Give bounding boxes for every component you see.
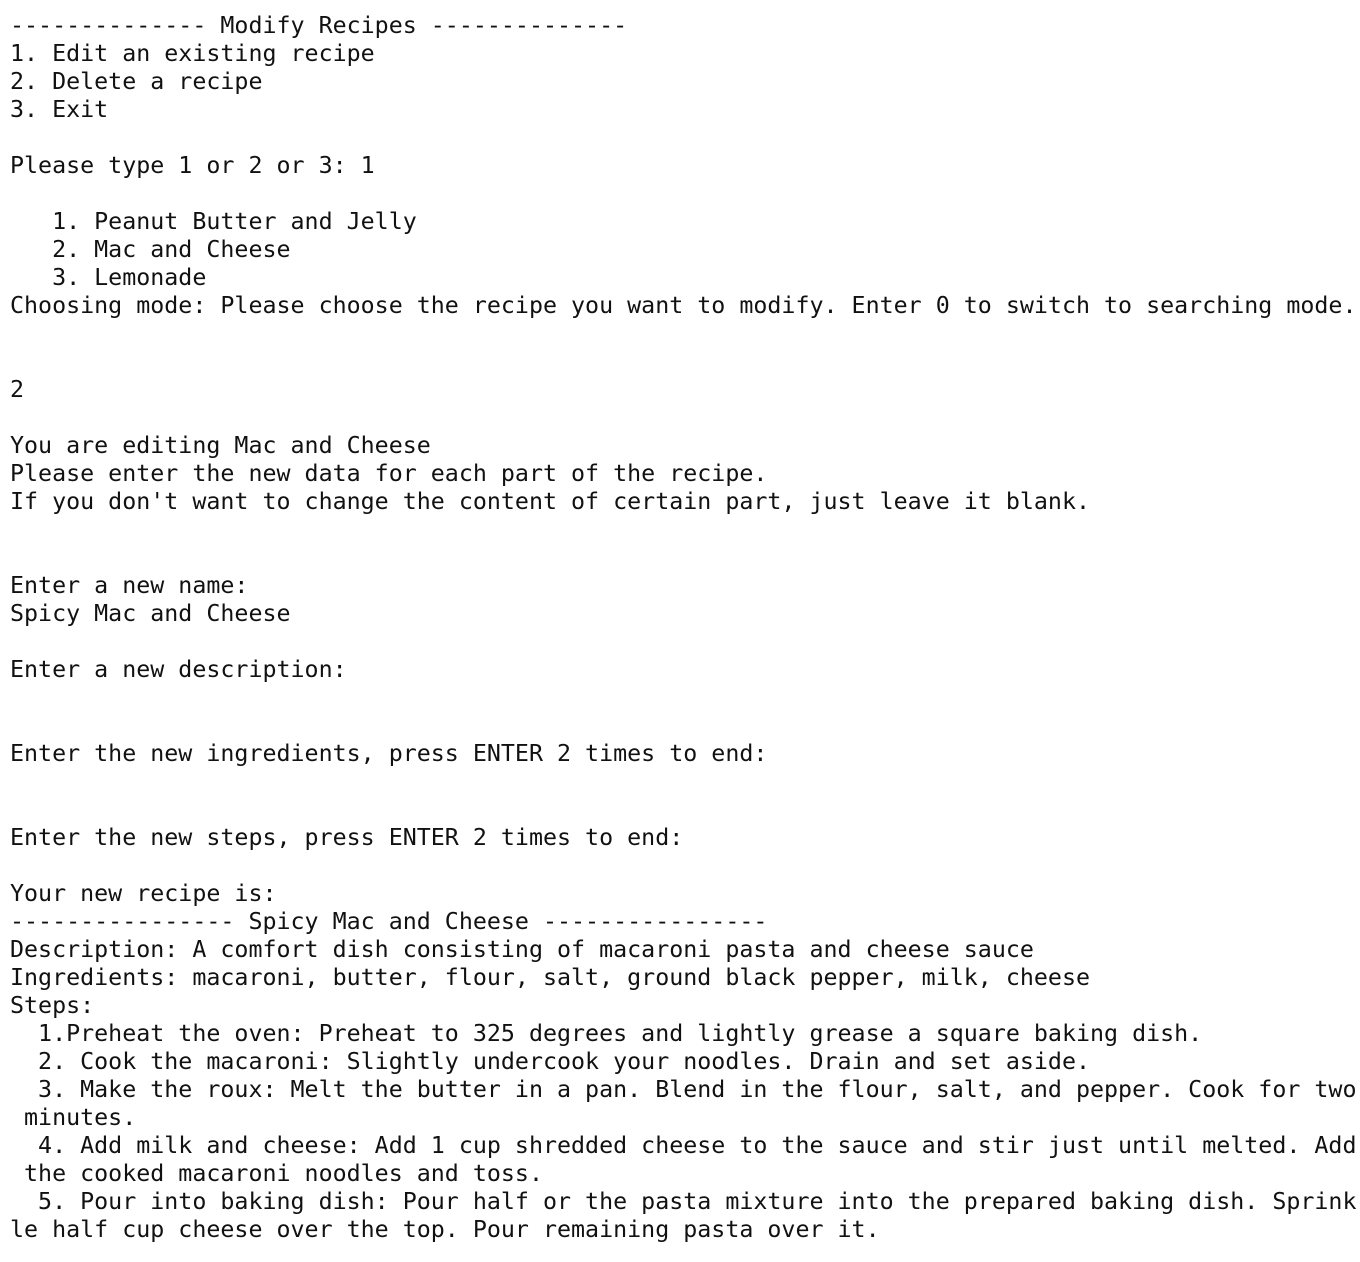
steps-input[interactable] (10, 852, 1360, 880)
menu-prompt-line (10, 152, 1360, 180)
blank-line (10, 796, 1360, 824)
ingredients-prompt: Enter the new ingredients, press ENTER 2 times to end: (10, 740, 768, 767)
blank-line (10, 348, 1360, 376)
result-step-line: 2. Cook the macaroni: Slightly undercook your noodles. Drain and set aside. (10, 1048, 1090, 1075)
result-description: Description: A comfort dish consisting of macaroni pasta and cheese sauce (10, 936, 1034, 963)
result-step-line: the cooked macaroni noodles and toss. (10, 1160, 543, 1187)
result-step-line: le half cup cheese over the top. Pour remaining pasta over it. (10, 1216, 880, 1243)
recipe-list-item: 1. Peanut Butter and Jelly (10, 208, 417, 235)
recipe-list-item: 2. Mac and Cheese (10, 236, 291, 263)
blank-line (10, 516, 1360, 544)
menu-selected-input[interactable]: 1 (360, 152, 375, 179)
result-ingredients: Ingredients: macaroni, butter, flour, salt, ground black pepper, milk, cheese (10, 964, 1090, 991)
menu-option-edit: 1. Edit an existing recipe (10, 40, 375, 67)
editing-instruction: If you don't want to change the content of certain part, just leave it blank. (10, 488, 1090, 515)
result-step-line: 4. Add milk and cheese: Add 1 cup shredded cheese to the sauce and stir just until melted. Add (10, 1132, 1357, 1159)
choosing-mode-prompt: Choosing mode: Please choose the recipe you want to modify. Enter 0 to switch to searching mode. (10, 292, 1357, 319)
menu-prompt: Please type 1 or 2 or 3: (10, 152, 361, 179)
name-input[interactable]: Spicy Mac and Cheese (10, 600, 291, 627)
result-header: ---------------- Spicy Mac and Cheese ---------------- (10, 908, 768, 935)
result-step-line: 1.Preheat the oven: Preheat to 325 degrees and lightly grease a square baking dish. (10, 1020, 1203, 1047)
editing-title: You are editing Mac and Cheese (10, 432, 431, 459)
description-prompt: Enter a new description: (10, 656, 347, 683)
menu-option-exit: 3. Exit (10, 96, 109, 123)
result-step-line: 3. Make the roux: Melt the butter in a pan. Blend in the flour, salt, and pepper. Cook for two (10, 1076, 1357, 1103)
recipe-choice-input[interactable]: 2 (10, 376, 25, 403)
result-step-line: minutes. (10, 1104, 137, 1131)
result-step-line: 5. Pour into baking dish: Pour half or the pasta mixture into the prepared baking dish. Sprink (10, 1188, 1357, 1215)
editing-instruction: Please enter the new data for each part of the recipe. (10, 460, 768, 487)
blank-line (10, 124, 1360, 152)
blank-line (10, 320, 1360, 348)
menu-option-delete: 2. Delete a recipe (10, 68, 263, 95)
blank-line (10, 628, 1360, 656)
blank-line (10, 544, 1360, 572)
ingredients-input[interactable] (10, 768, 1360, 796)
result-intro: Your new recipe is: (10, 880, 277, 907)
name-prompt: Enter a new name: (10, 572, 249, 599)
menu-header: -------------- Modify Recipes -------------- (10, 12, 628, 39)
result-steps-label: Steps: (10, 992, 95, 1019)
recipe-list-item: 3. Lemonade (10, 264, 207, 291)
steps-prompt: Enter the new steps, press ENTER 2 times to end: (10, 824, 684, 851)
blank-line (10, 180, 1360, 208)
blank-line (10, 712, 1360, 740)
description-input[interactable] (10, 684, 1360, 712)
blank-line (10, 404, 1360, 432)
